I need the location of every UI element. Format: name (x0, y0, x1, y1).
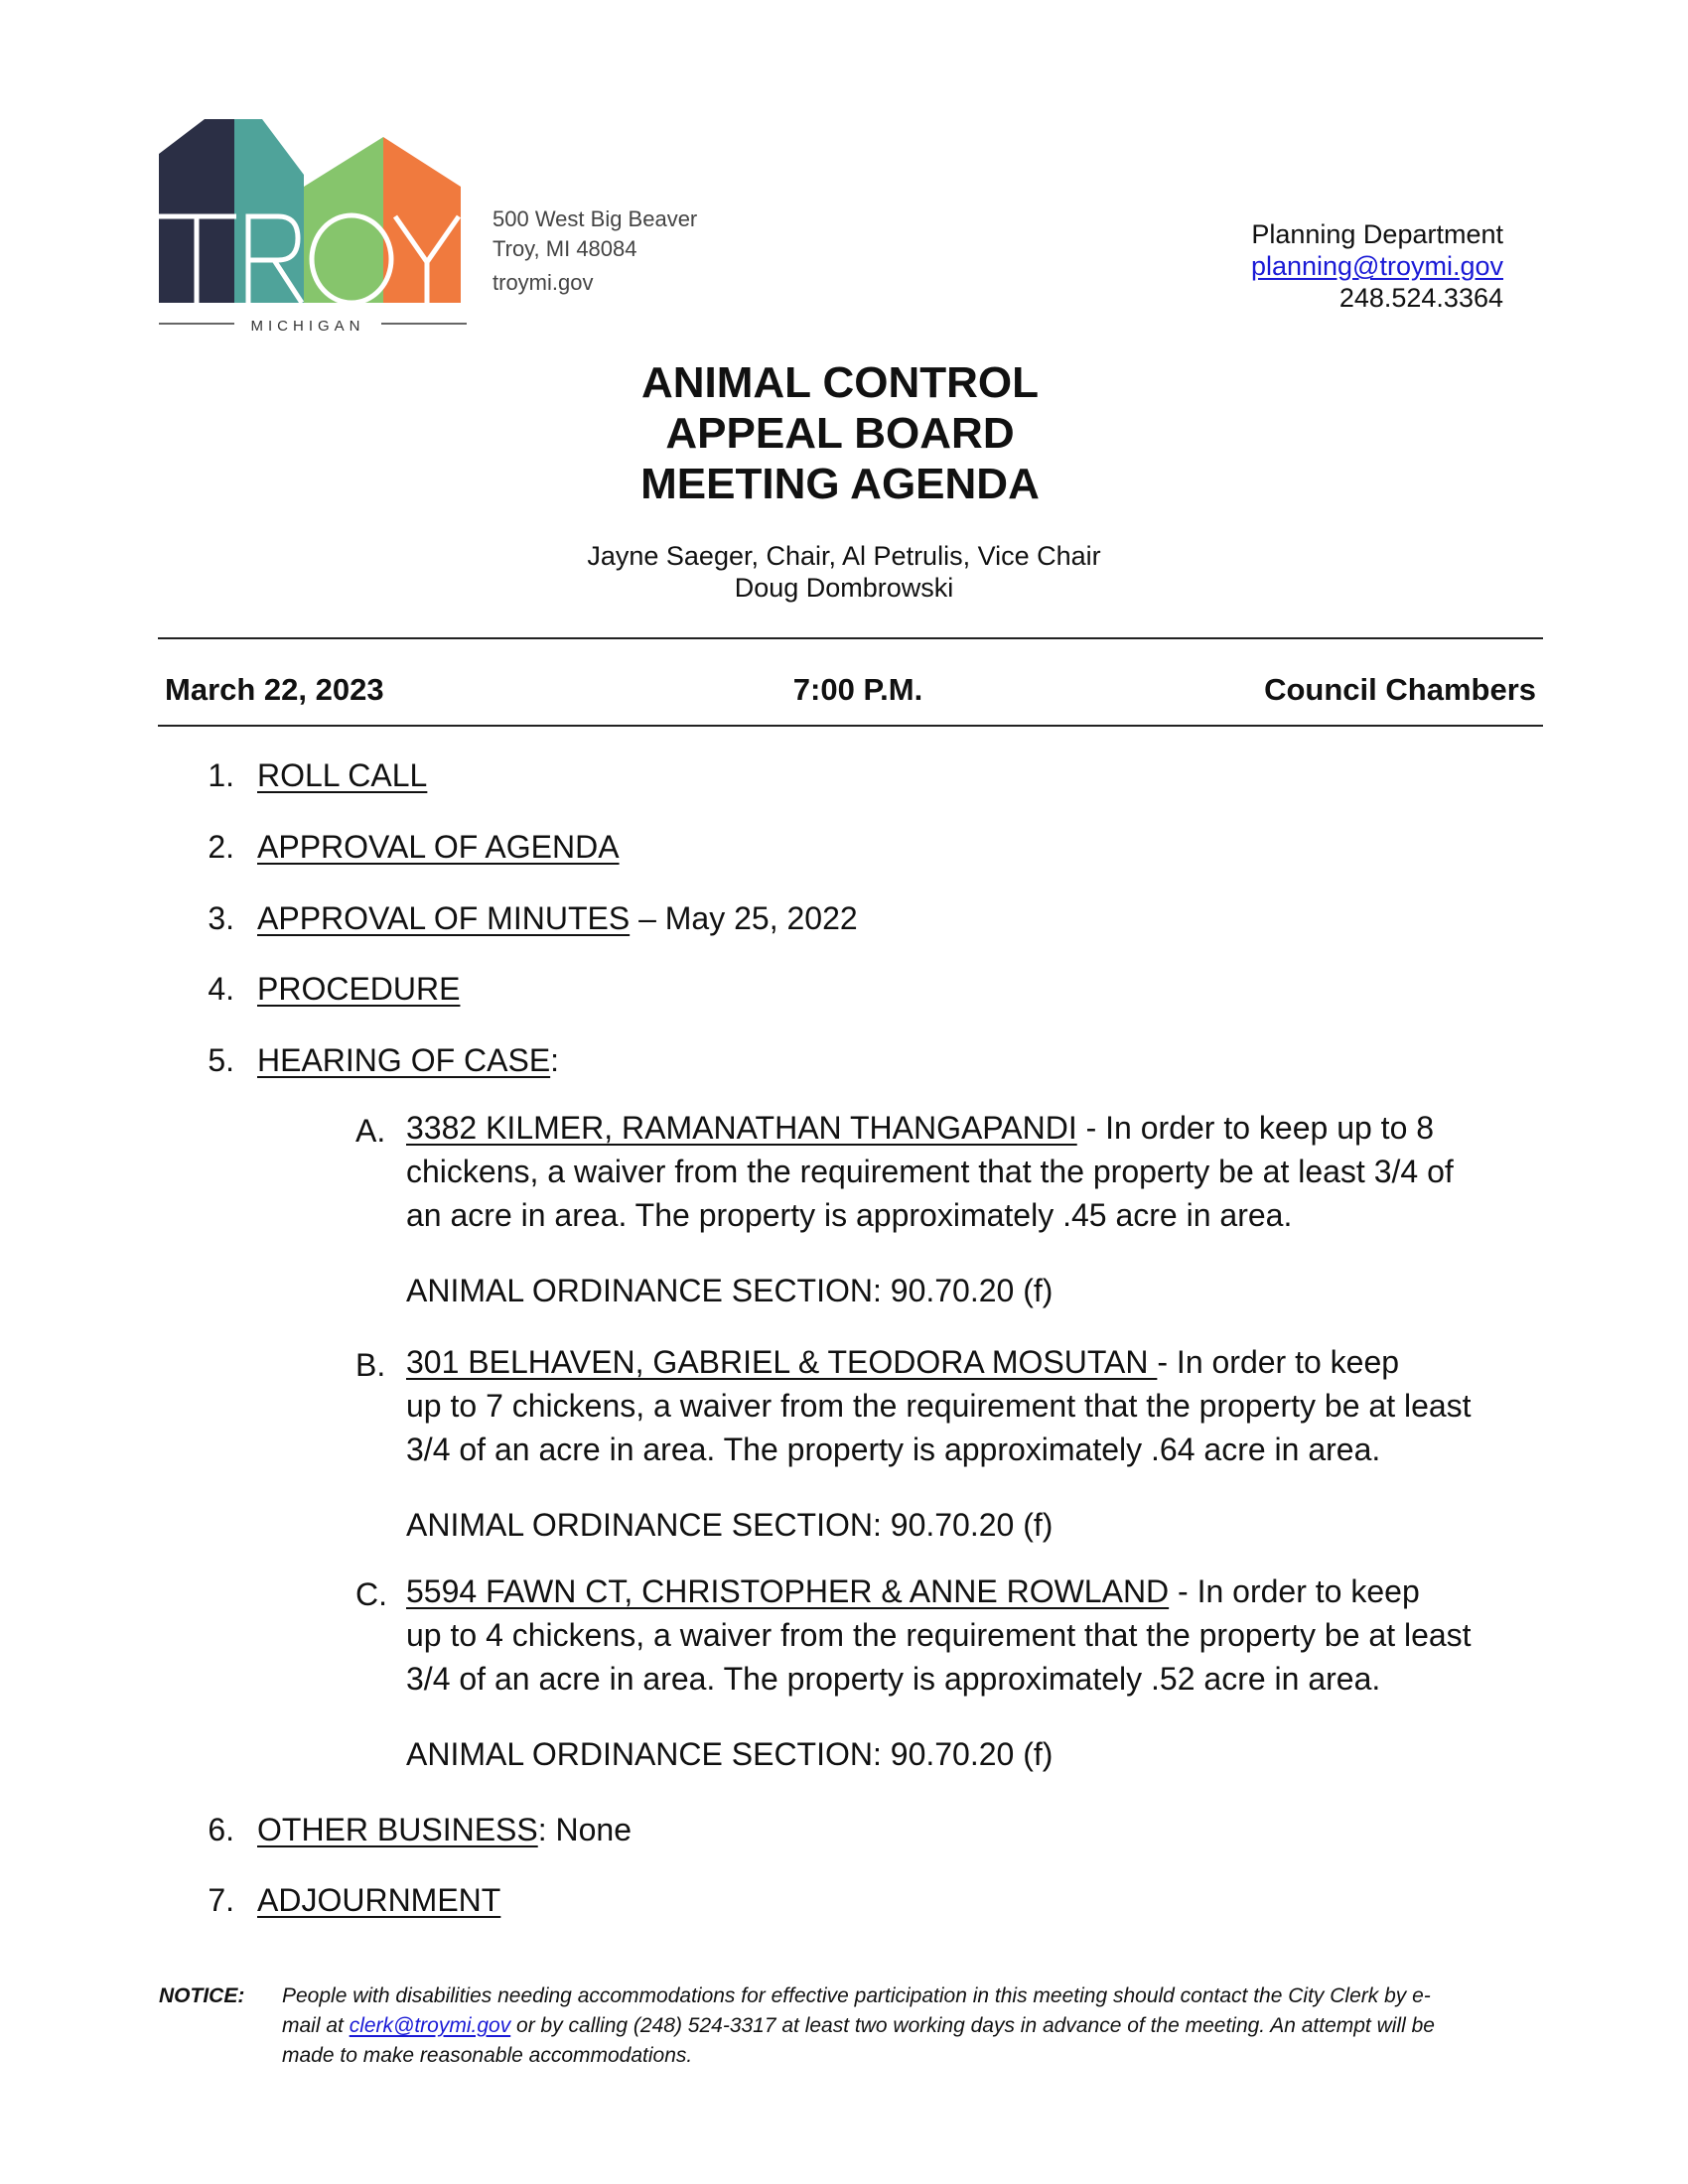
agenda-item-approval-agenda: APPROVAL OF AGENDA (257, 829, 620, 865)
case-b-description: 301 BELHAVEN, GABRIEL & TEODORA MOSUTAN - In order to keep up to 7 chickens, a waiver from the requirement that the property be at least 3/4 of an acre in area. The property is approximately .64 acre in area. (406, 1344, 1472, 1467)
case-c-ordinance: ANIMAL ORDINANCE SECTION: 90.70.20 (f) (406, 1736, 1054, 1772)
website-text: troymi.gov (492, 270, 594, 295)
case-a-title: 3382 KILMER, RAMANATHAN THANGAPANDI (406, 1110, 1077, 1146)
item-number: 2. (208, 829, 234, 865)
case-c-description: 5594 FAWN CT, CHRISTOPHER & ANNE ROWLAND - In order to keep up to 4 chickens, a waiver from the requirement that the property be at least 3/4 of an acre in area. The property is approximately .52 acre in area. (406, 1573, 1472, 1697)
case-a-ordinance: ANIMAL ORDINANCE SECTION: 90.70.20 (f) (406, 1273, 1054, 1308)
troy-logo (157, 117, 473, 336)
department-phone: 248.524.3364 (1338, 283, 1503, 313)
planning-email-link[interactable]: planning@troymi.gov (1250, 251, 1503, 281)
meeting-time: 7:00 P.M. (792, 672, 923, 707)
agenda-item-adjournment: ADJOURNMENT (257, 1882, 501, 1918)
case-c-title: 5594 FAWN CT, CHRISTOPHER & ANNE ROWLAND (406, 1573, 1170, 1609)
notice-label: NOTICE: (159, 1984, 245, 2007)
case-b-ordinance: ANIMAL ORDINANCE SECTION: 90.70.20 (f) (406, 1507, 1054, 1543)
item-number: 7. (208, 1882, 234, 1918)
case-a-description: 3382 KILMER, RAMANATHAN THANGAPANDI - In order to keep up to 8 chickens, a waiver from the requirement that the property be at least 3/4 of an acre in area. The property is approximately .45 acre in area. (406, 1110, 1454, 1233)
clerk-email-link[interactable]: clerk@troymi.gov (349, 2014, 511, 2037)
address-line1: 500 West Big Beaver (492, 206, 698, 231)
agenda-item-roll-call: ROLL CALL (257, 757, 428, 793)
bottom-divider (158, 725, 1543, 727)
title-line3: MEETING AGENDA (640, 460, 1040, 508)
case-b-title: 301 BELHAVEN, GABRIEL & TEODORA MOSUTAN (406, 1344, 1158, 1380)
agenda-item-hearing-of-case: HEARING OF CASE: (257, 1042, 560, 1078)
item-number: 4. (208, 971, 234, 1007)
title-line1: ANIMAL CONTROL (640, 358, 1040, 407)
item-number: 1. (208, 757, 234, 793)
case-letter: B. (355, 1347, 386, 1383)
agenda-item-approval-minutes: APPROVAL OF MINUTES – May 25, 2022 (257, 900, 858, 936)
title-line2: APPEAL BOARD (665, 409, 1015, 458)
board-members-line1: Jayne Saeger, Chair, Al Petrulis, Vice Chair (587, 541, 1101, 571)
notice-text: People with disabilities needing accommodations for effective participation in this meeting should contact the City Clerk by e- mail at clerk@troymi.gov or by calling (248) 524-3317 at least two working days in advance of the meeting. An attempt will be made to make reasonable accommodations. (282, 1984, 1435, 2067)
address-line2: Troy, MI 48084 (492, 236, 637, 261)
item-number: 5. (208, 1042, 234, 1078)
contact-block (1251, 218, 1503, 314)
agenda-item-procedure: PROCEDURE (257, 971, 461, 1007)
meeting-date: March 22, 2023 (165, 672, 384, 707)
logo-state-text: MICHIGAN (250, 318, 365, 335)
case-letter: C. (355, 1576, 387, 1612)
item-number: 3. (208, 900, 234, 936)
case-letter: A. (355, 1113, 386, 1149)
agenda-item-other-business: OTHER BUSINESS: None (257, 1812, 632, 1847)
department-name: Planning Department (1251, 219, 1503, 249)
top-divider (158, 637, 1543, 639)
item-number: 6. (208, 1812, 234, 1847)
board-members-line2: Doug Dombrowski (734, 573, 954, 603)
meeting-location: Council Chambers (1264, 672, 1536, 707)
